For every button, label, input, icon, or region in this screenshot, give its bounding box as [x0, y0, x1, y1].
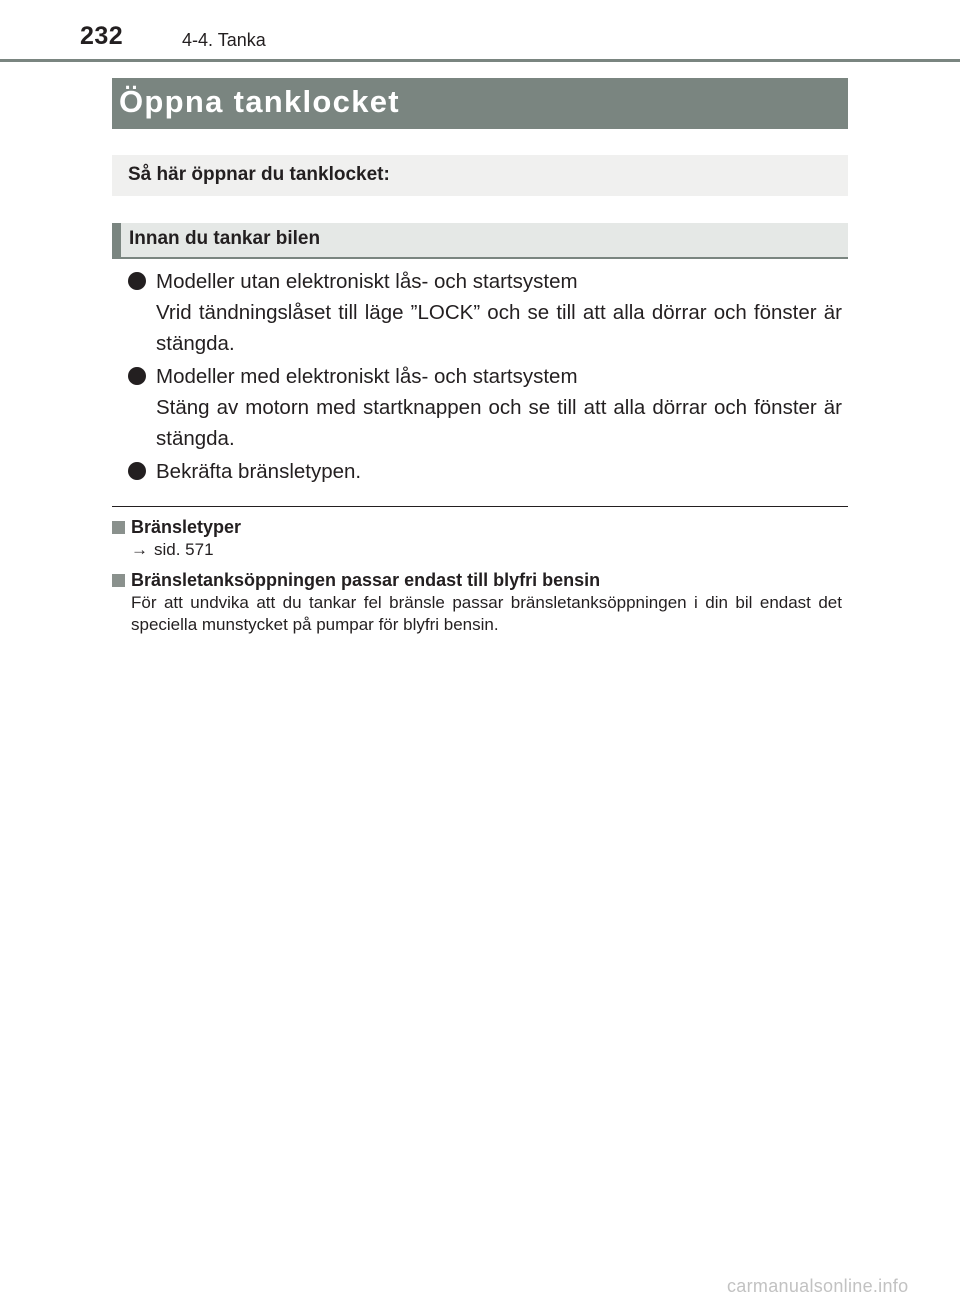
- subheading-text: Innan du tankar bilen: [129, 228, 321, 249]
- square-bullet-icon: [112, 521, 125, 534]
- bullet-item: [126, 361, 842, 454]
- note-heading-text: Bränsletanksöppningen passar endast till blyfri bensin: [131, 570, 601, 590]
- arrow-right-icon: →: [131, 540, 148, 559]
- note-reference[interactable]: [112, 539, 842, 561]
- section-label: 4-4. Tanka: [182, 30, 266, 50]
- bullet-text: Stäng av motorn med startknappen och se till att alla dörrar och fönster är stängda.: [156, 396, 842, 450]
- bullet-label: Bekräfta bränsletypen.: [156, 460, 362, 483]
- page-title: Öppna tanklocket: [119, 84, 400, 119]
- bullet-dot-icon: [128, 367, 146, 385]
- bullet-item: [126, 266, 842, 359]
- note-heading: [112, 515, 842, 539]
- header-rule: [0, 59, 960, 62]
- note-heading: [112, 568, 842, 592]
- intro-text: Så här öppnar du tanklocket:: [128, 164, 390, 185]
- watermark: carmanualsonline.info: [727, 1276, 909, 1296]
- bullet-text: Vrid tändningslåset till läge ”LOCK” och se till att alla dörrar och fönster är stängda.: [156, 301, 842, 355]
- title-bar: [112, 78, 848, 129]
- section-divider: [112, 506, 848, 507]
- notes: [112, 515, 842, 643]
- note-heading-text: Bränsletyper: [131, 517, 242, 537]
- bullet-label: Modeller utan elektroniskt lås- och startsystem: [156, 270, 578, 293]
- page-header: [0, 0, 960, 62]
- bullet-dot-icon: [128, 272, 146, 290]
- bullet-item: [126, 456, 842, 487]
- note-body-text[interactable]: sid. 571: [154, 540, 214, 559]
- subheading-bar: [112, 223, 848, 259]
- intro-box: [112, 155, 848, 196]
- bullet-label: Modeller med elektroniskt lås- och startsystem: [156, 365, 578, 388]
- bullet-dot-icon: [128, 462, 146, 480]
- bullet-list: [126, 266, 842, 489]
- note-body-text: För att undvika att du tankar fel bränsle passar bränsletanksöppningen i din bil endast det speciella munstycket på pumpar för blyfri bensin.: [131, 593, 842, 634]
- square-bullet-icon: [112, 574, 125, 587]
- subheading-marker: [112, 223, 121, 257]
- note-item: [112, 515, 842, 561]
- note-item: [112, 568, 842, 636]
- page-number: 232: [80, 22, 124, 50]
